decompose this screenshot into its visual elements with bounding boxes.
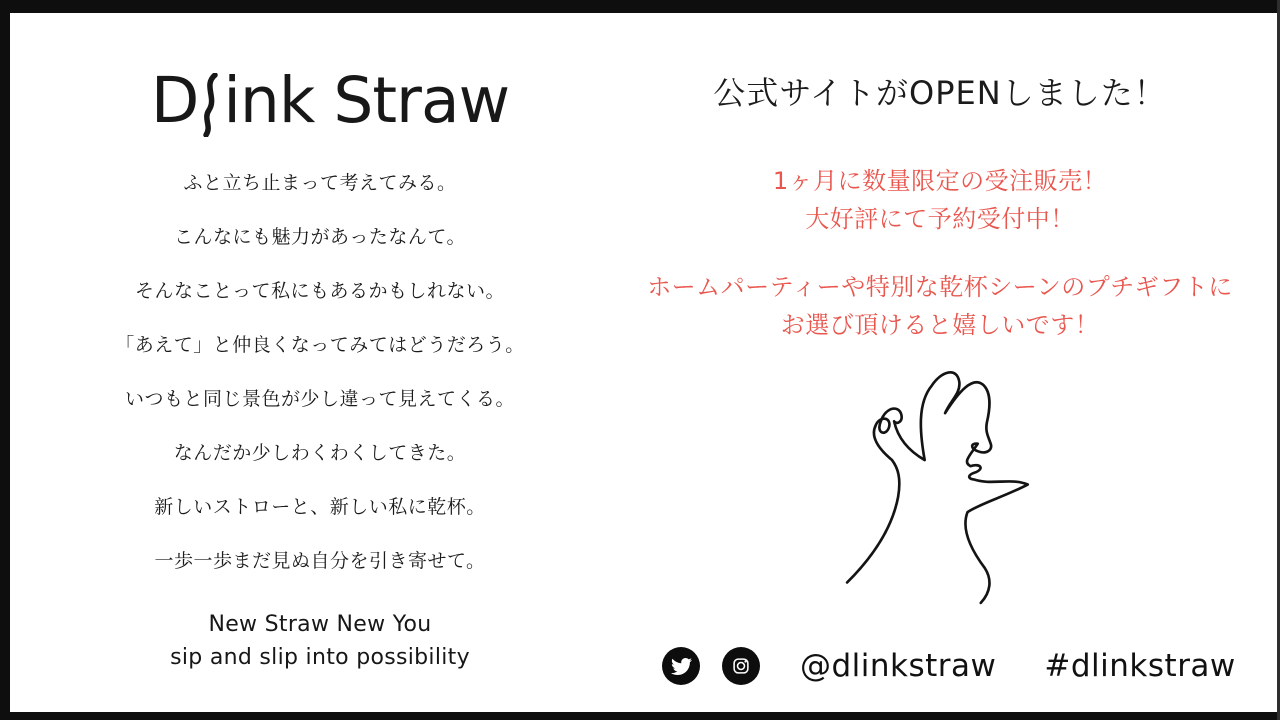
social-hashtag: #dlinkstraw xyxy=(1044,648,1236,684)
poem-line: 一歩一歩まだ見ぬ自分を引き寄せて。 xyxy=(154,550,486,572)
poem-line: 新しいストローと、新しい私に乾杯。 xyxy=(154,496,486,518)
line-art-face xyxy=(834,358,1048,608)
poem-line: こんなにも魅力があったなんて。 xyxy=(174,226,466,248)
tagline-block xyxy=(30,608,610,674)
poem-block xyxy=(30,156,610,588)
site-open-heading: 公式サイトがOPENしました！ xyxy=(713,74,1167,112)
social-row xyxy=(662,638,1236,694)
instagram-icon[interactable] xyxy=(722,647,760,685)
tagline-line-2: sip and slip into possibility xyxy=(170,645,470,670)
poem-line: そんなことって私にもあるかもしれない。 xyxy=(134,280,506,302)
sale-notice-line-2: 大好評にて予約受付中！ xyxy=(805,205,1075,233)
poem-line: ふと立ち止まって考えてみる。 xyxy=(183,172,457,194)
sale-notice xyxy=(600,162,1280,238)
poem-line: 「あえて」と仲良くなってみてはどうだろう。 xyxy=(115,334,525,356)
frame-bar-bottom xyxy=(0,712,1280,720)
tagline-line-1: New Straw New You xyxy=(208,612,432,637)
poem-line: なんだか少しわくわくしてきた。 xyxy=(173,442,467,464)
social-handle: @dlinkstraw xyxy=(800,648,997,684)
frame-bar-top xyxy=(0,0,1280,13)
twitter-icon[interactable] xyxy=(662,647,700,685)
gift-notice-line-2: お選び頂けると嬉しいです！ xyxy=(780,311,1100,339)
sale-notice-line-1: 1ヶ月に数量限定の受注販売！ xyxy=(772,167,1108,195)
poem-line: いつもと同じ景色が少し違って見えてくる。 xyxy=(124,388,515,410)
brand-logo xyxy=(80,48,580,137)
gift-notice-line-1: ホームパーティーや特別な乾杯シーンのプチギフトに xyxy=(647,273,1233,301)
logo-letter-d: D xyxy=(150,64,199,137)
gift-notice xyxy=(600,268,1280,344)
logo-rest: ink Straw xyxy=(223,64,510,137)
straw-squiggle-icon xyxy=(200,73,220,137)
frame-bar-left xyxy=(0,0,10,720)
